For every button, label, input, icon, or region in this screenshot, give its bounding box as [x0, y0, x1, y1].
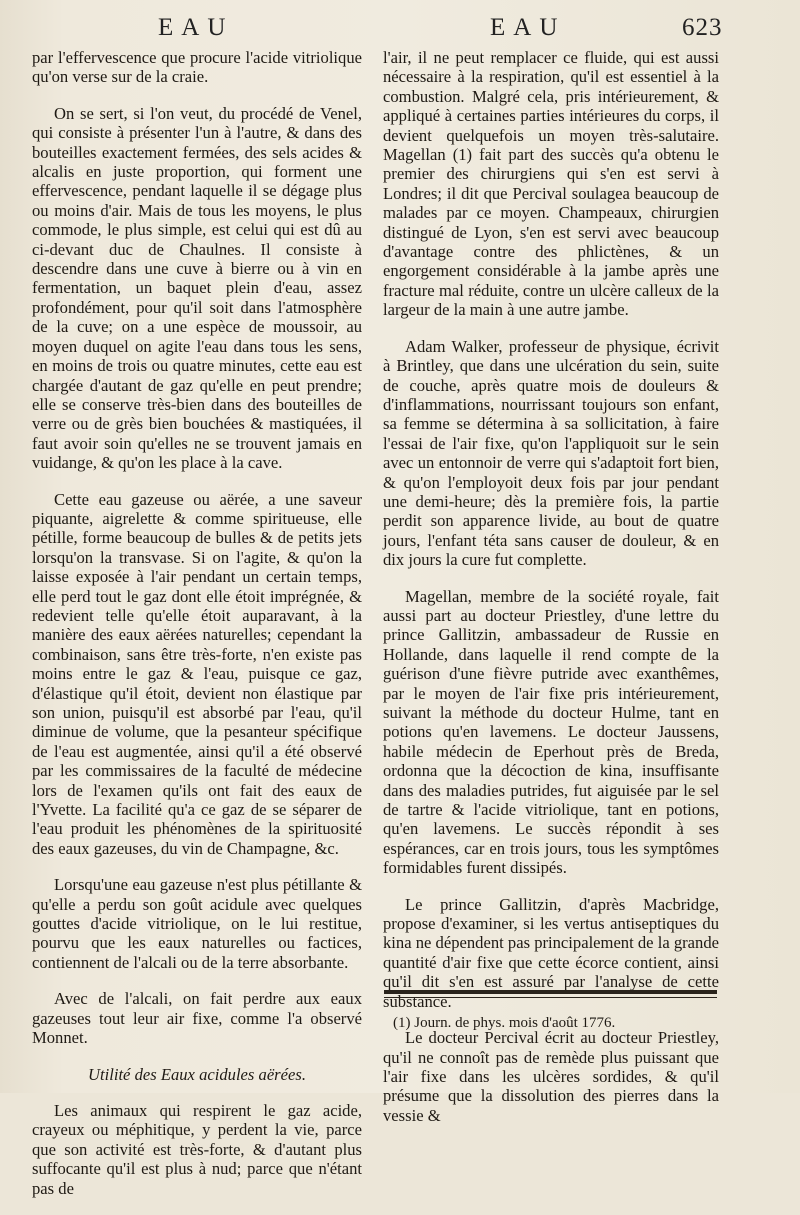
section-heading: Utilité des Eaux acidules aërées. [88, 1064, 306, 1084]
left-paragraph-3: Cette eau gazeuse ou aërée, a une saveur piquante, aigrelette & comme spiritueuse, elle pétille, forme beaucoup de bulles & de petits jets lorsqu'on la transvase. Si on l'agite, & qu'on la laisse exposée à l'air pendant un certain temps, elle perd tout le gaz dont elle étoit imprégnée, & redevient telle qu'elle étoit auparavant, à la manière des eaux aërées naturelles; cependant la combinaison, sans être très-forte, n'en existe pas moins entre le gaz & l'eau, puisque ce gaz, d'élastique qu'il étoit, devient non élastique par son union, puisqu'il est absorbé par l'eau, qu'il diminue de volume, que la pesanteur spécifique de l'eau est augmentée, ainsi qu'il a été observé par les commissaires de la faculté de médecine lors de l'examen qu'ils ont fait des eaux de l'Yvette. La facilité qu'a ce gaz de se séparer de l'eau produit les phénomènes de la spirituosité des eaux gazeuses, du vin de Champagne, &c. [32, 489, 362, 858]
right-column [383, 48, 719, 1142]
running-head-right: EAU [490, 14, 566, 41]
page-number: 623 [682, 14, 723, 41]
footnote-rule-thick [384, 990, 717, 994]
left-column [32, 48, 362, 1215]
right-paragraph-2: Adam Walker, professeur de physique, écrivit à Brintley, que dans une ulcération du sein, suite de couche, après quatre mois de douleurs & d'inflammations, nourrissant toujours son enfant, sa femme se détermina à sa sollicitation, à faire l'essai de l'air fixe, qu'on l'appliquoit sur le sein avec un entonnoir de verre qui s'adaptoit fort bien, & qu'on l'employoit deux fois par jour pendant une demi-heure; dès la première fois, la partie perdit son apparence livide, au bout de quatre jours, l'enfant téta sans causer de douleur, & en dix jours la cure fut complette. [383, 336, 719, 570]
left-paragraph-4: Lorsqu'une eau gazeuse n'est plus pétillante & qu'elle a perdu son goût acidule avec quelques gouttes d'acide vitriolique, on le lui restitue, pourvu que les eaux naturelles ou factices, contiennent de l'alcali ou de la terre absorbante. [32, 875, 362, 972]
right-paragraph-1: l'air, il ne peut remplacer ce fluide, qui est aussi nécessaire à la respiration, qu'il est essentiel à la combustion. Malgré cela, pris intérieurement, & appliqué à certaines parties intérieures du corps, il devient quelquefois un moyen très-salutaire. Magellan (1) fait part des succès qu'a obtenu le premier des chirurgiens qui s'en est servi à Londres; il dit que Percival soulagea beaucoup de malades par ce moyen. Champeaux, chirurgien distingué de Lyon, s'en est servi avec beaucoup d'avantage contre des phlictènes, & un engorgement considérable à la jambe après une fracture mal réduite, contre un ulcère calleux de la largeur de la main à une autre jambe. [383, 48, 719, 320]
left-paragraph-1: par l'effervescence que procure l'acide vitriolique qu'on verse sur de la craie. [32, 48, 362, 87]
right-paragraph-4: Le prince Gallitzin, d'après Macbridge, propose d'examiner, si les vertus antiseptiques du kina ne dépendent pas principalement de la grande quantité d'air fixe que cette écorce contient, ainsi qu'il dit s'en est assuré par l'analyse de cette substance. [383, 894, 719, 1011]
left-paragraph-2: On se sert, si l'on veut, du procédé de Venel, qui consiste à présenter l'un à l'autre, & dans des bouteilles exactement fermées, des sels acides & alcalis en juste proportion, qui forment une effervescence, pendant laquelle il se dégage plus ou moins d'air. Mais de tous les moyens, le plus commode, le plus simple, est celui qui est dû au ci-devant duc de Chaulnes. Il consiste à descendre dans une cuve à bierre ou à vin en fermentation, un baquet plein d'eau, assez profondément, pour qu'il soit dans l'atmosphère de la cuve; on a une espèce de moussoir, au moyen duquel on agite l'eau dans tous les sens, en moins de trois ou quatre minutes, cette eau est chargée d'autant de gaz qu'elle en peut prendre; elle se conserve très-bien dans des bouteilles de verre ou de grès bien bouchées & mastiquées, il faut avoir soin qu'elles ne se trouvent jamais en vuidange, & qu'on les place à la cave. [32, 103, 362, 473]
footnote: (1) Journ. de phys. mois d'août 1776. [393, 1015, 616, 1031]
running-head-left: EAU [158, 14, 234, 41]
left-paragraph-6: Les animaux qui respirent le gaz acide, crayeux ou méphitique, y perdent la vie, parce que son activité est très-forte, & d'autant plus suffocante qu'il est plus à nud; parce que n'étant pas de [32, 1100, 362, 1198]
right-paragraph-3: Magellan, membre de la société royale, fait aussi part au docteur Priestley, d'une lettre du prince Gallitzin, ambassadeur de Russie en Hollande, dans laquelle il rend compte de la guérison d'une fièvre putride avec exanthêmes, par le moyen de l'air fixe pris intérieurement, suivant la méthode du docteur Hulme, tant en potions qu'en lavemens. Le docteur Jaussens, habile médecin de Eperhout près de Breda, ordonna que la décoction de kina, insuffisante dans des maladies putrides, fut aiguisée par le sel de tartre & l'acide vitriolique, tant en potions, qu'en lavemens. Le succès répondit à ses espérances, car en trois jours, tous les symptômes formidables furent dissipés. [383, 586, 719, 878]
left-paragraph-5: Avec de l'alcali, on fait perdre aux eaux gazeuses tout leur air fixe, comme l'a observé Monnet. [32, 989, 362, 1048]
footnote-rule-thin [384, 997, 717, 998]
right-paragraph-5: Le docteur Percival écrit au docteur Priestley, qu'il ne connoît pas de remède plus puissant que l'air fixe dans les ulcères sordides, & qu'il présume que la dissolution des pierres dans la vessie & [383, 1028, 719, 1125]
